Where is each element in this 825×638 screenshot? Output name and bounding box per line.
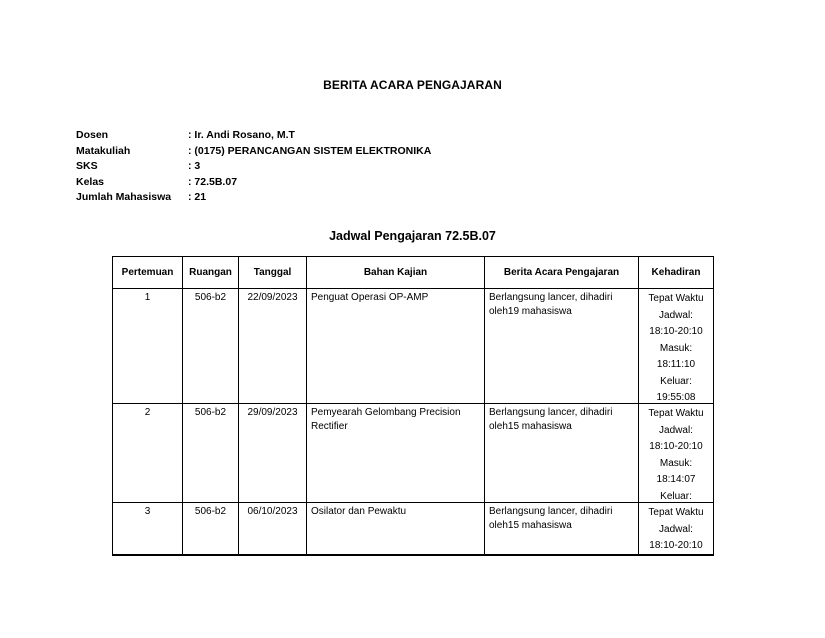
info-value: : 72.5B.07 xyxy=(188,175,238,188)
cell-berita-acara: Berlangsung lancer, dihadiri oleh19 mahasiswa xyxy=(485,289,639,404)
info-label: Jumlah Mahasiswa xyxy=(76,191,172,203)
header-kehadiran: Kehadiran xyxy=(639,257,714,289)
schedule-title: Jadwal Pengajaran 72.5B.07 xyxy=(329,229,496,243)
attendance-line: 19:55:08 xyxy=(656,392,696,403)
schedule-table xyxy=(112,256,714,556)
attendance-detail xyxy=(643,505,709,554)
attendance-line: 18:10-20:10 xyxy=(649,540,703,551)
header-tanggal: Tanggal xyxy=(239,257,307,289)
cell-pertemuan: 2 xyxy=(113,404,183,503)
cell-kehadiran xyxy=(639,404,714,503)
cell-ruangan: 506-b2 xyxy=(183,404,239,503)
attendance-line: Jadwal: xyxy=(659,523,693,535)
table-row xyxy=(113,503,714,556)
attendance-line: Jadwal: xyxy=(659,309,693,321)
header-ruangan: Ruangan xyxy=(183,257,239,289)
cell-tanggal: 06/10/2023 xyxy=(239,503,307,556)
cell-berita-acara: Berlangsung lancer, dihadiri oleh15 mahasiswa xyxy=(485,404,639,503)
cell-kehadiran xyxy=(639,289,714,404)
attendance-detail xyxy=(643,406,709,502)
info-value: : 21 xyxy=(188,191,207,203)
info-label: Dosen xyxy=(76,129,109,141)
table-header-row xyxy=(113,257,714,289)
cell-berita-acara: Berlangsung lancer, dihadiri oleh15 mahasiswa xyxy=(485,503,639,556)
attendance-line: 18:10-20:10 xyxy=(649,441,703,452)
header-pertemuan: Pertemuan xyxy=(113,257,183,289)
attendance-line: Tepat Waktu xyxy=(648,507,704,518)
attendance-line: Jadwal: xyxy=(659,424,693,436)
info-value: : (0175) PERANCANGAN SISTEM ELEKTRONIKA xyxy=(188,144,432,157)
cell-pertemuan: 1 xyxy=(113,289,183,404)
cell-tanggal: 22/09/2023 xyxy=(239,289,307,404)
document-title: BERITA ACARA PENGAJARAN xyxy=(323,78,502,92)
cell-ruangan: 506-b2 xyxy=(183,289,239,404)
attendance-line: Masuk: xyxy=(659,457,693,469)
cell-ruangan: 506-b2 xyxy=(183,503,239,556)
table-row xyxy=(113,289,714,404)
cell-bahan-kajian: Osilator dan Pewaktu xyxy=(307,503,485,556)
attendance-line: Masuk: xyxy=(659,342,693,354)
table-row xyxy=(113,404,714,503)
info-label: SKS xyxy=(76,160,98,172)
attendance-line: 18:10-20:10 xyxy=(649,326,703,337)
info-value: : Ir. Andi Rosano, M.T xyxy=(188,129,295,141)
attendance-line: 18:14:07 xyxy=(656,474,696,485)
info-label: Kelas xyxy=(76,175,105,188)
attendance-line: 18:11:10 xyxy=(656,359,696,370)
attendance-line: Tepat Waktu xyxy=(648,293,704,304)
attendance-line: Keluar: xyxy=(660,375,692,387)
cell-bahan-kajian: Penguat Operasi OP-AMP xyxy=(307,289,485,404)
cell-pertemuan: 3 xyxy=(113,503,183,556)
attendance-line: Tepat Waktu xyxy=(648,408,704,419)
attendance-line: Keluar: xyxy=(660,490,692,502)
info-label: Matakuliah xyxy=(76,144,131,157)
cell-kehadiran xyxy=(639,503,714,556)
header-bahan-kajian: Bahan Kajian xyxy=(307,257,485,289)
info-value: : 3 xyxy=(188,160,201,172)
cell-tanggal: 29/09/2023 xyxy=(239,404,307,503)
attendance-detail xyxy=(643,291,709,403)
cell-bahan-kajian: Pemyearah Gelombang Precision Rectifier xyxy=(307,404,485,503)
header-berita-acara: Berita Acara Pengajaran xyxy=(485,257,639,289)
